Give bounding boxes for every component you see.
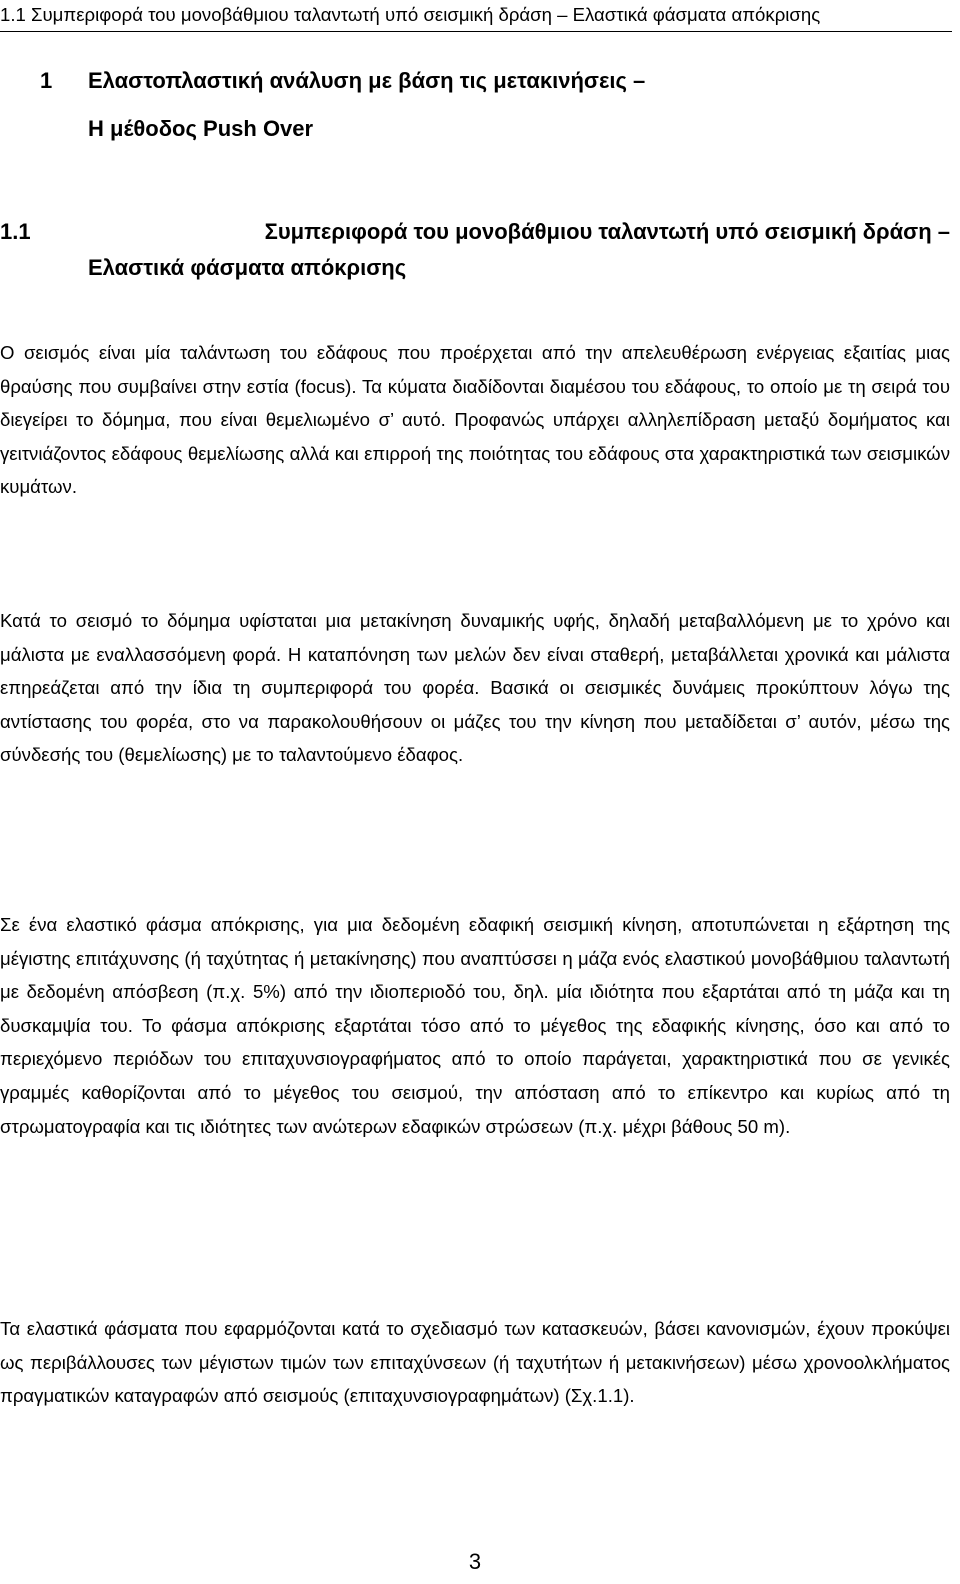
paragraph-2: Κατά το σεισμό το δόμημα υφίσταται μια μετακίνηση δυναμικής υφής, δηλαδή μεταβαλλόμενη με το χρόνο και μάλιστα με εναλλασσόμενη φορά. Η καταπόνηση των μελών δεν είναι σταθερή, μεταβάλλεται χρονικά και μάλιστα επηρεάζεται από την ίδια τη συμπεριφορά του φορέα. Βασικά οι σεισμικές δυνάμεις προκύπτουν λόγω της αντίστασης του φορέα, στο να παρακολουθήσουν οι μάζες του την κίνηση που μεταδίδεται σ’ αυτόν, μέσω της σύνδεσής του (θεμελίωσης) με το ταλαντούμενο έδαφος.	[0, 610, 950, 766]
chapter-title-line2: Η μέθοδος Push Over	[88, 116, 314, 141]
section-number: 1.1	[0, 219, 31, 244]
section-heading	[0, 214, 950, 286]
section-title-line2: Ελαστικά φάσματα απόκρισης	[88, 255, 407, 280]
section-heading-row	[0, 214, 950, 250]
chapter-number: 1	[40, 68, 53, 93]
page-number: 3	[468, 1549, 482, 1574]
paragraph-1: Ο σεισμός είναι μία ταλάντωση του εδάφους που προέρχεται από την απελευθέρωση ενέργειας εξαιτίας μιας θραύσης που συμβαίνει στην εστία (focus). Τα κύματα διαδίδονται διαμέσου του εδάφους, το οποίο με τη σειρά του διεγείρει το δόμημα, που είναι θεμελιωμένο σ’ αυτό. Προφανώς υπάρχει αλληλεπίδραση μεταξύ δομήματος και γειτνιάζοντος εδάφους θεμελίωσης αλλά και επιρροή της ποιότητας του εδάφους στα χαρακτηριστικά των σεισμικών κυμάτων.	[0, 342, 950, 498]
paragraph-4: Τα ελαστικά φάσματα που εφαρμόζονται κατά το σχεδιασμό των κατασκευών, βάσει κανονισμών, έχουν προκύψει ως περιβάλλουσες των μέγιστων τιμών των επιταχύνσεων (ή ταχυτήτων ή μετακινήσεων) μέσω χρονοολκλήματος πραγματικών καταγραφών από σεισμούς (επιταχυνσιογραφημάτων) (Σχ.1.1).	[0, 1318, 950, 1407]
chapter-title-line1: Ελαστοπλαστική ανάλυση με βάση τις μετακινήσεις –	[88, 68, 646, 93]
chapter-heading	[40, 66, 920, 144]
section-title-line1: Συμπεριφορά του μονοβάθμιου ταλαντωτή υπό σεισμική δράση –	[264, 219, 950, 244]
paragraph-3: Σε ένα ελαστικό φάσμα απόκρισης, για μια δεδομένη εδαφική σεισμική κίνηση, αποτυπώνεται η εξάρτηση της μέγιστης επιτάχυνσης (ή ταχύτητας ή μετακίνησης) που αναπτύσσει η μάζα ενός ελαστικού μονοβάθμιου ταλαντωτή με δεδομένη απόσβεση (π.χ. 5%) από την ιδιοπεριοδό του, δηλ. μία ιδιότητα που εξαρτάται από τη μάζα και τη δυσκαμψία του. Το φάσμα απόκρισης εξαρτάται τόσο από το μέγεθος της εδαφικής κίνησης, όσο και από το περιεχόμενο περιόδων του επιταχυνσιογραφήματος από το οποίο παράγεται, χαρακτηριστικά που σε γενικές γραμμές καθορίζονται από το μέγεθος του σεισμού, την απόσταση από το επίκεντρο και κυρίως από τη στρωματογραφία και τις ιδιότητες των ανώτερων εδαφικών στρώσεων (π.χ. μέχρι βάθους 50 m).	[0, 914, 950, 1137]
running-header: 1.1 Συμπεριφορά του μονοβάθμιου ταλαντωτή υπό σεισμική δράση – Ελαστικά φάσματα απόκρισης	[0, 4, 821, 25]
header-divider	[0, 31, 952, 32]
